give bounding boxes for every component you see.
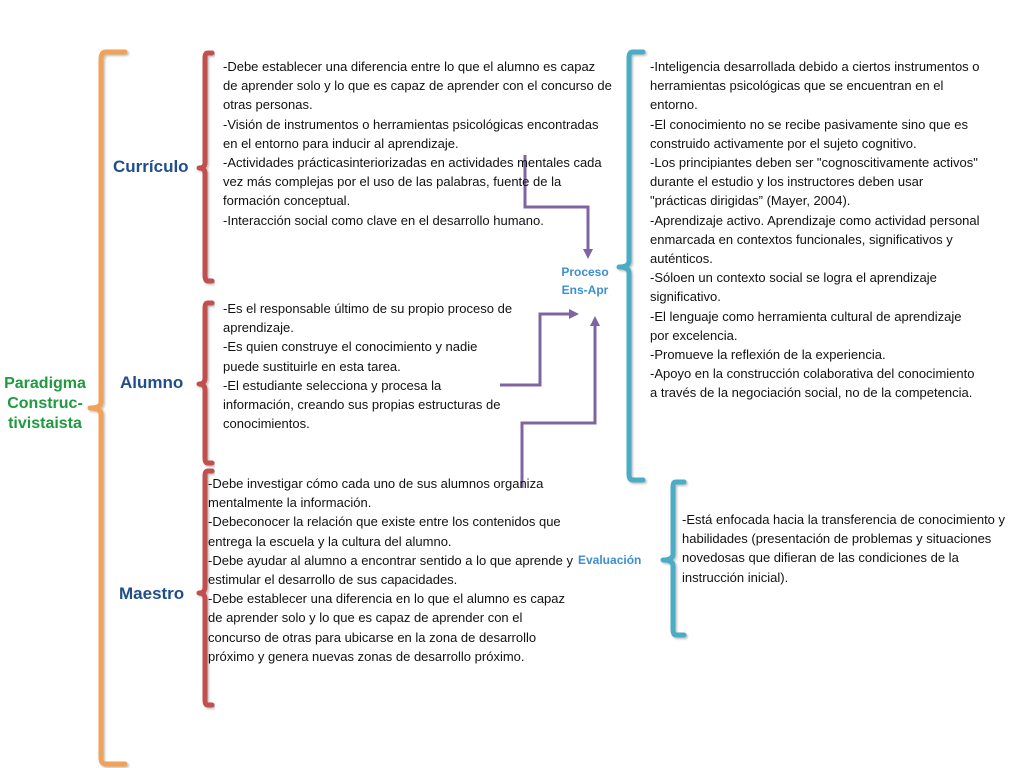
root-label-line-3: tivistaista	[8, 415, 82, 432]
category-proceso-line-1: Proceso	[561, 265, 609, 279]
proceso-text-block	[650, 57, 982, 403]
evaluacion-item-1: -Está enfocada hacia la transferencia de conocimiento y habilidades (presentación de problemas y situaciones novedosas que difieran de las condiciones de la instrucción inicial).	[682, 512, 1006, 585]
category-curriculo: Currículo	[113, 157, 189, 176]
root-label	[0, 374, 90, 434]
proceso-item-3: -Los principiantes deben ser "cognoscitivamente activos" durante el estudio y los instructores deben usar "prácticas dirigidas” (Mayer, 2004).	[650, 155, 978, 209]
curriculo-bracket	[199, 53, 212, 281]
alumno-item-2: -Es quien construye el conocimiento y nadie puede sustituirle en esta tarea.	[223, 339, 478, 374]
curriculo-item-2: -Visión de instrumentos o herramientas psicológicas encontradas en el entorno para inducir al aprendizaje.	[223, 116, 599, 151]
curriculo-item-3: -Actividades prácticasinteriorizadas en actividades mentales cada vez más complejas por el uso de las palabras, fuente de la formación conceptual.	[223, 155, 602, 209]
evaluacion-bracket	[663, 482, 684, 635]
proceso-bracket	[619, 52, 643, 480]
category-alumno: Alumno	[120, 373, 184, 392]
root-label-line-1: Paradigma	[4, 375, 86, 392]
maestro-text-block	[208, 474, 574, 666]
proceso-item-1: -Inteligencia desarrollada debido a ciertos instrumentos o herramientas psicológicas que se encuentran en el entorno.	[650, 59, 980, 113]
arrow-maestro-to-proceso	[522, 319, 595, 488]
alumno-item-1: -Es el responsable último de su propio proceso de aprendizaje.	[223, 301, 513, 336]
proceso-item-4: -Aprendizaje activo. Aprendizaje como actividad personal enmarcada en contextos funcionales, significativos y auténticos.	[650, 212, 980, 267]
category-maestro: Maestro	[119, 584, 185, 603]
proceso-item-2: -El conocimiento no se recibe pasivamente sino que es construido activamente por el sujeto cognitivo.	[650, 116, 968, 151]
proceso-item-6: -El lenguaje como herramienta cultural de aprendizaje por excelencia.	[650, 308, 962, 343]
maestro-item-1: -Debe investigar cómo cada uno de sus alumnos organiza mentalmente la información.	[208, 476, 544, 511]
proceso-item-7: -Promueve la reflexión de la experiencia.	[650, 347, 886, 363]
maestro-item-2: -Debeconocer la relación que existe entre los contenidos que entrega la escuela y la cultura del alumno.	[208, 514, 561, 549]
maestro-item-4: -Debe establecer una diferencia en lo que el alumno es capaz de aprender solo y lo que es capaz de aprender con el concurso de otras para ubicarse en la zona de desarrollo próximo y genera nuevas zonas de desarrollo próximo.	[208, 591, 566, 664]
curriculo-item-1: -Debe establecer una diferencia entre lo que el alumno es capaz de aprender solo y lo que es capaz de aprender con el concurso de otras personas.	[223, 59, 612, 113]
evaluacion-text-block	[682, 510, 1016, 587]
maestro-item-3: -Debe ayudar al alumno a encontrar sentido a lo que aprende y estimular el desarrollo de sus capacidades.	[208, 552, 573, 588]
alumno-item-3: -El estudiante selecciona y procesa la información, creando sus propias estructuras de conocimientos.	[223, 377, 501, 432]
alumno-bracket	[199, 303, 212, 463]
curriculo-item-4: -Interacción social como clave en el desarrollo humano.	[223, 212, 544, 228]
category-proceso	[552, 263, 618, 299]
proceso-item-5: -Sóloen un contexto social se logra el aprendizaje significativo.	[650, 270, 937, 305]
curriculo-text-block	[223, 57, 613, 230]
category-evaluacion: Evaluación	[578, 553, 642, 567]
category-proceso-line-2: Ens-Apr	[561, 283, 609, 297]
proceso-item-8: -Apoyo en la construcción colaborativa del conocimiento a través de la negociación social, no de la competencia.	[650, 366, 975, 401]
alumno-text-block	[223, 299, 515, 433]
root-label-line-2: Construc-	[7, 395, 83, 412]
